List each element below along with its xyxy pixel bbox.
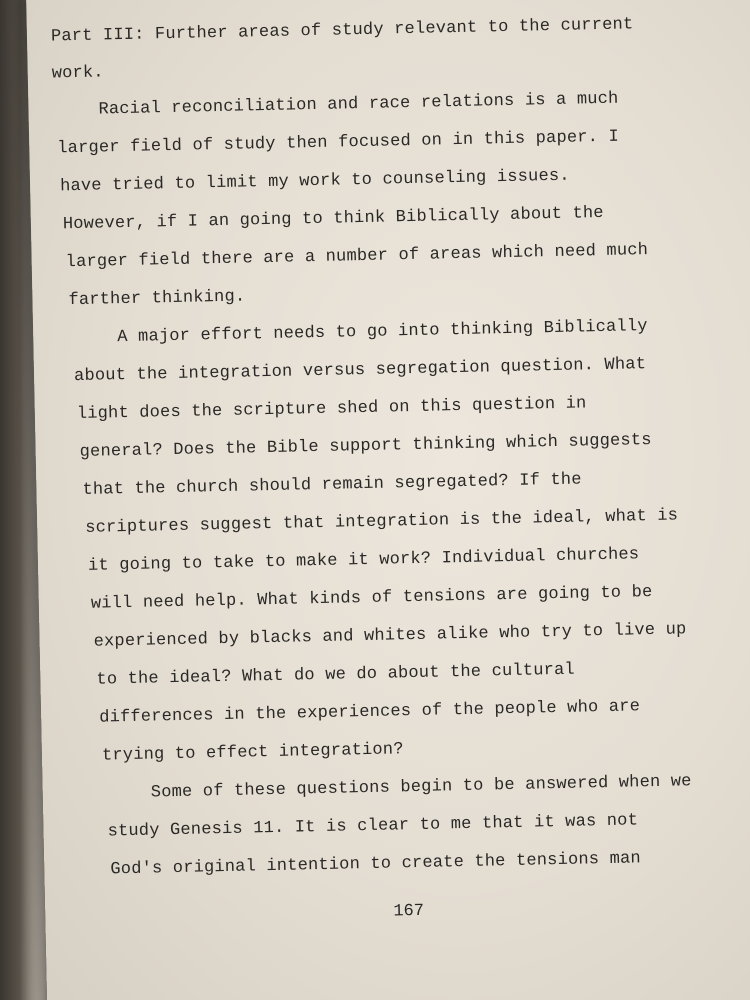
text-line: light does the scripture shed on this question in [76, 394, 587, 425]
text-line: larger field of study then focused on in this paper. I [57, 127, 620, 159]
text-line: differences in the experiences of the people who are [99, 697, 641, 728]
text-line: larger field there are a number of areas which need much [65, 241, 649, 273]
page-number: 167 [393, 901, 425, 922]
text-line: Some of these questions begin to be answered when we [150, 772, 692, 803]
text-line: work. [51, 63, 104, 84]
text-line: to the ideal? What do we do about the cultural [96, 660, 576, 690]
text-line: Racial reconciliation and race relations is a much [98, 89, 619, 120]
text-line: scriptures suggest that integration is the ideal, what is [85, 506, 679, 538]
text-line: trying to effect integration? [101, 740, 404, 766]
text-line: that the church should remain segregated? If the [82, 470, 582, 500]
text-line: study Genesis 11. It is clear to me that it was not [107, 811, 639, 842]
text-line: it going to take to make it work? Individual churches [87, 545, 640, 576]
text-line: However, if I an going to think Biblically about the [62, 203, 604, 235]
text-line: Part III: Further areas of study relevant to the current [50, 15, 634, 47]
text-line: experienced by blacks and whites alike who try to live up [93, 620, 687, 652]
text-line: A major effort needs to go into thinking Biblically [117, 317, 648, 348]
document-page [26, 0, 750, 1000]
text-line: will need help. What kinds of tensions are going to be [90, 583, 653, 614]
text-line: about the integration versus segregation question. What [73, 355, 647, 387]
text-line: God's original intention to create the tensions man [110, 849, 642, 880]
text-line: farther thinking. [68, 287, 246, 311]
document-body [50, 12, 692, 880]
text-line: have tried to limit my work to counseling issues. [59, 166, 570, 197]
text-line: general? Does the Bible support thinking which suggests [79, 430, 652, 462]
